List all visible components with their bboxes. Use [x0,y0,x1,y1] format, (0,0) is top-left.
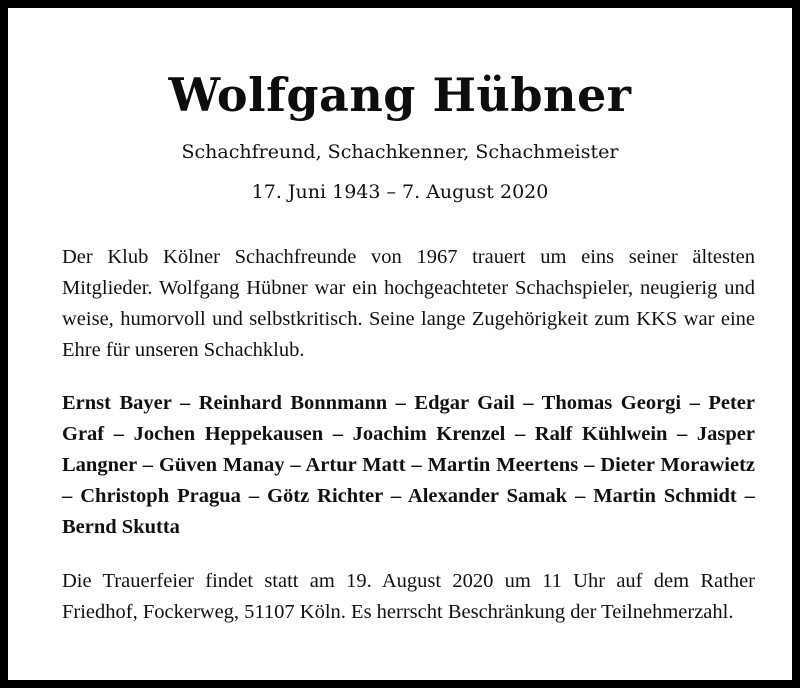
signatories-list: Ernst Bayer – Reinhard Bonnmann – Edgar Gail – Thomas Georgi – Peter Graf – Jochen Heppekausen – Joachim Krenzel – Ralf Kühlwein – Jasper Langner – Güven Manay – Artur Matt – Martin Meertens – Dieter Morawietz – Christoph Pragua – Götz Richter – Alexander Samak – Martin Schmidt – Bernd Skutta [62,392,755,538]
deceased-name: Wolfgang Hübner [168,68,632,122]
deceased-description: Schachfreund, Schachkenner, Schachmeister [181,141,619,163]
funeral-info-paragraph: Die Trauerfeier findet statt am 19. August 2020 um 11 Uhr auf dem Rather Friedhof, Fockerweg, 51107 Köln. Es herrscht Beschränkung der Teilnehmerzahl. [62,570,755,623]
intro-paragraph: Der Klub Kölner Schachfreunde von 1967 trauert um eins seiner ältesten Mitglieder. Wolfgang Hübner war ein hochgeachteter Schachspieler, neugierig und weise, humorvoll und selbstkritisch. Seine lange Zugehörigkeit zum KKS war eine Ehre für unseren Schachklub. [62,246,755,361]
life-dates: 17. Juni 1943 – 7. August 2020 [251,181,549,203]
